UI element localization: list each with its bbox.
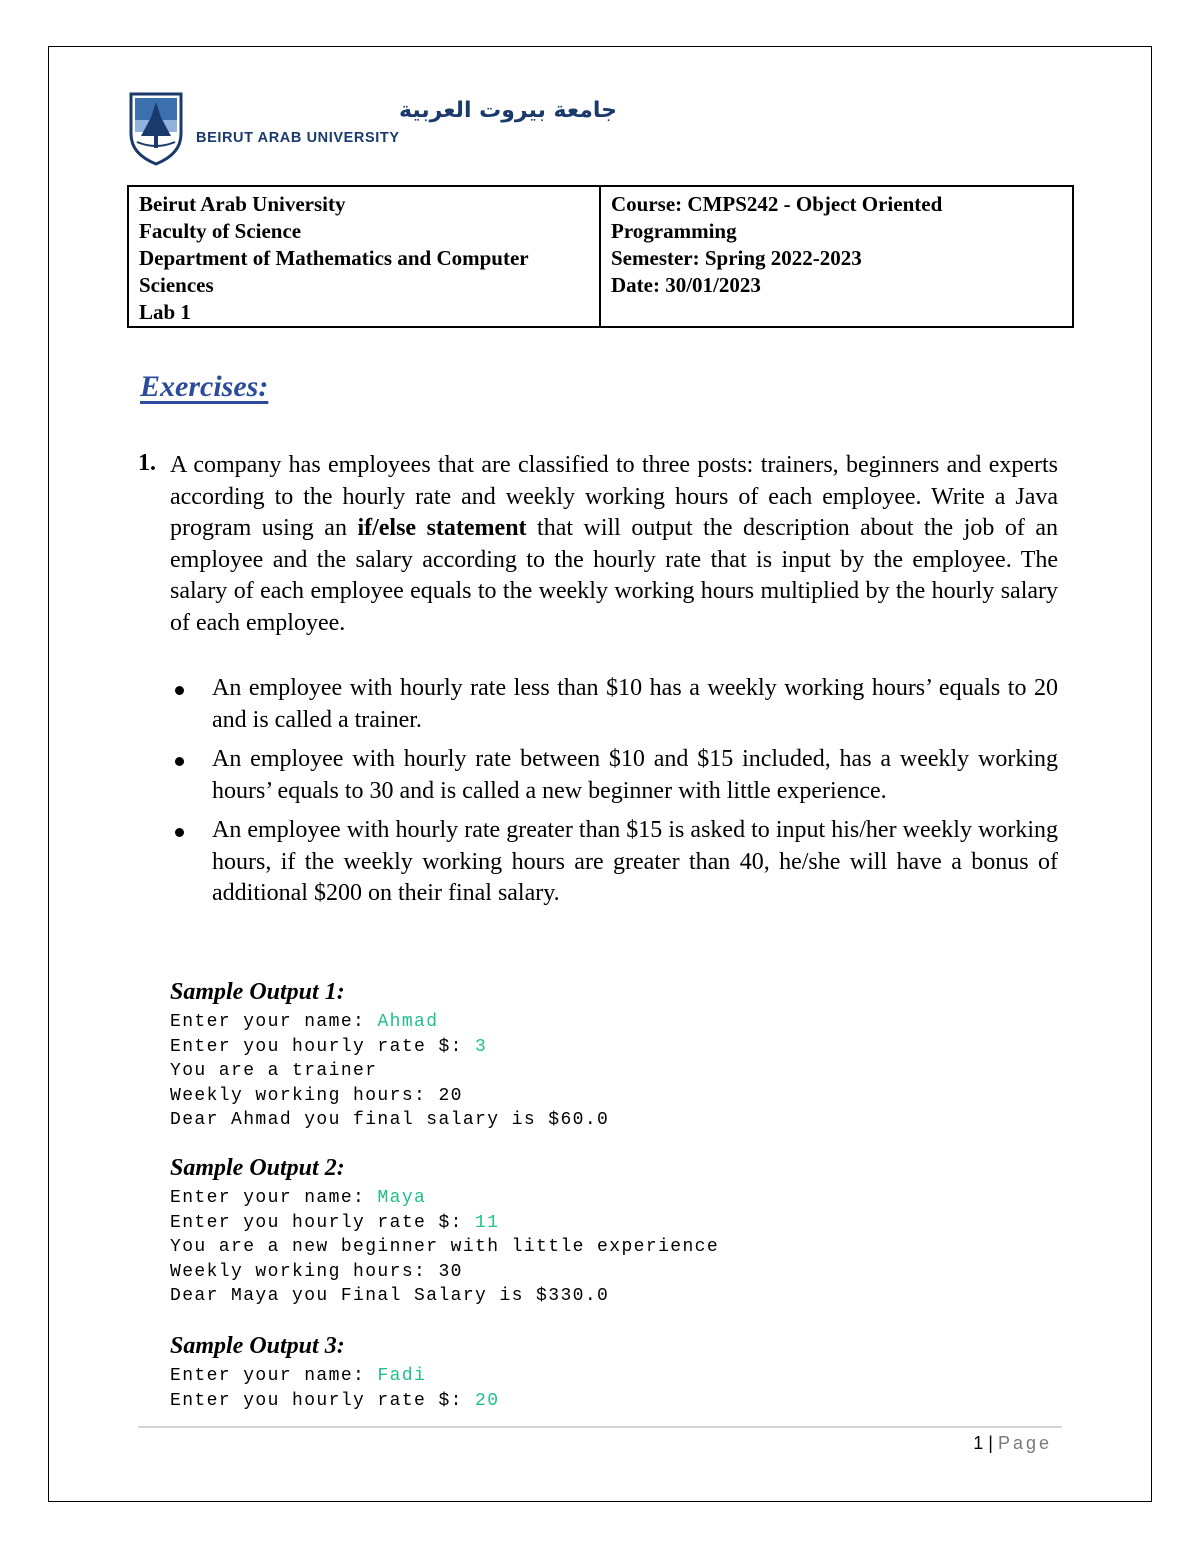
arabic-name-wordmark [194, 94, 618, 124]
question-text [170, 450, 1058, 639]
lab-number: Lab 1 [139, 300, 191, 324]
user-input: 11 [475, 1212, 500, 1233]
rules-list [170, 673, 1058, 918]
arabic-name-text: جامعة بيروت العربية [399, 98, 618, 123]
sample-title: Sample Output 3: [170, 1333, 345, 1359]
sample-title: Sample Output 2: [170, 1155, 345, 1181]
university-name: Beirut Arab University [139, 192, 346, 216]
code-line: Enter your name: Fadi [170, 1366, 427, 1386]
sample-output-1 [170, 978, 1070, 1133]
sample-output-3 [170, 1332, 1070, 1413]
question-number: 1. [138, 450, 156, 476]
user-input: 3 [475, 1036, 488, 1057]
exercises-heading: Exercises: [140, 370, 269, 403]
university-emblem-icon [127, 90, 185, 166]
user-input: Fadi [377, 1366, 427, 1386]
user-input: Maya [377, 1188, 427, 1208]
university-logo [124, 84, 618, 176]
footer-divider [138, 1426, 1062, 1428]
code-line: Enter your name: Ahmad [170, 1012, 439, 1032]
course-name: Course: CMPS242 - Object Oriented Programming [611, 192, 943, 243]
bullet-text: An employee with hourly rate between $10 and $15 included, has a weekly working hours’ equals to 30 and is called a new beginner with little experience. [212, 746, 1058, 804]
code-line: Dear Maya you Final Salary is $330.0 [170, 1286, 610, 1306]
question-bold-term: if/else statement [357, 515, 527, 541]
bullet-text: An employee with hourly rate less than $10 has a weekly working hours’ equals to 20 and is called a trainer. [212, 675, 1058, 733]
bullet-text: An employee with hourly rate greater than $15 is asked to input his/her weekly working hours, if the weekly working hours are greater than 40, he/she will have a bonus of additional $200 on their final salary. [212, 817, 1058, 906]
list-item [170, 744, 1058, 807]
code-line: You are a trainer [170, 1061, 378, 1081]
header-right-cell [601, 187, 1072, 326]
english-name-wordmark: BEIRUT ARAB UNIVERSITY [196, 130, 400, 146]
code-line: Dear Ahmad you final salary is $60.0 [170, 1110, 610, 1130]
page-footer [973, 1433, 1052, 1454]
question-text-before: A company has employees that are classified to three posts: trainers, beginners and experts according to the hourly rate and weekly working hours of each employee. Write a Java program using an [170, 452, 1058, 541]
semester: Semester: Spring 2022-2023 [611, 246, 862, 270]
code-line: Enter you hourly rate $: 11 [170, 1212, 500, 1233]
header-left-cell [129, 187, 601, 326]
page-label: Page [997, 1433, 1052, 1453]
footer-separator: | [983, 1433, 998, 1453]
sample-output-2 [170, 1154, 1070, 1309]
bullet-icon [175, 757, 184, 766]
bullet-icon [175, 828, 184, 837]
code-line: Enter your name: Maya [170, 1188, 427, 1208]
header-table [127, 185, 1074, 328]
code-line: You are a new beginner with little experience [170, 1237, 720, 1257]
code-line: Weekly working hours: 20 [170, 1085, 463, 1106]
date: Date: 30/01/2023 [611, 273, 761, 297]
question-text-after: that will output the description about the job of an employee and the salary according to the hourly rate that is input by the employee. The salary of each employee equals to the weekly working hours multiplied by the hourly salary of each employee. [170, 515, 1058, 636]
code-line: Enter you hourly rate $: 3 [170, 1036, 488, 1057]
user-input: 20 [475, 1390, 500, 1411]
list-item [170, 815, 1058, 910]
bullet-icon [175, 686, 184, 695]
faculty-name: Faculty of Science [139, 219, 302, 243]
user-input: Ahmad [377, 1012, 439, 1032]
code-line: Enter you hourly rate $: 20 [170, 1390, 500, 1411]
code-line: Weekly working hours: 30 [170, 1261, 463, 1282]
department-name: Department of Mathematics and Computer Sciences [139, 246, 529, 297]
page-number: 1 [973, 1433, 984, 1453]
sample-title: Sample Output 1: [170, 979, 345, 1005]
list-item [170, 673, 1058, 736]
